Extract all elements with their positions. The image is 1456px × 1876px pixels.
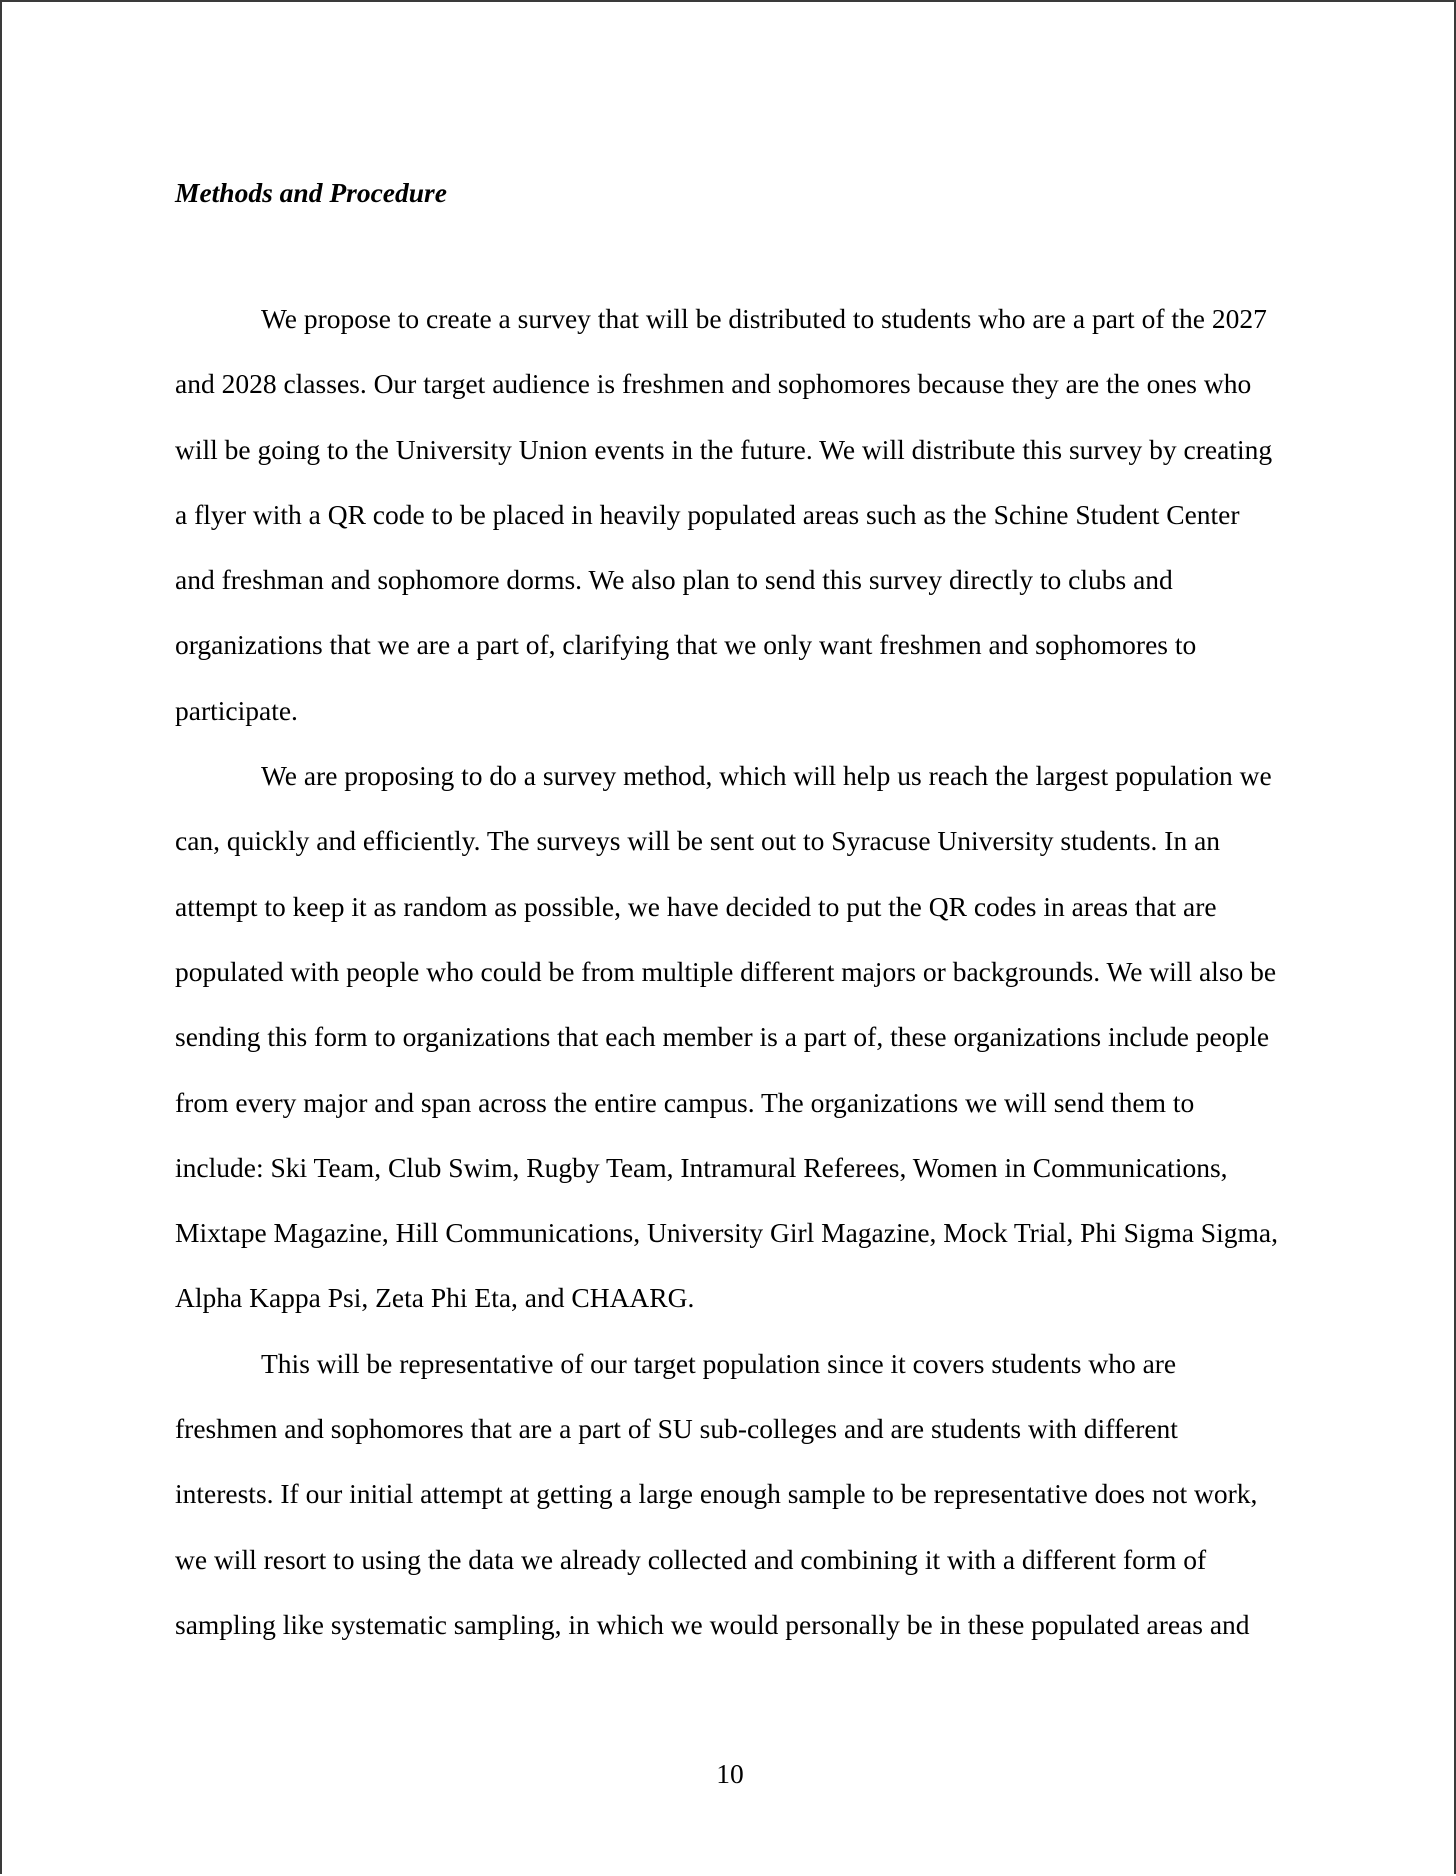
paragraph-2-line: We are proposing to do a survey method, which will help us reach the largest population we <box>261 760 1272 792</box>
paragraph-1-line: a flyer with a QR code to be placed in heavily populated areas such as the Schine Student Center <box>175 498 1240 530</box>
paragraph-2-line: include: Ski Team, Club Swim, Rugby Team, Intramural Referees, Women in Communications, <box>175 1151 1228 1183</box>
paragraph-2-line: attempt to keep it as random as possible, we have decided to put the QR codes in areas that are <box>175 890 1217 922</box>
paragraph-2-line: can, quickly and efficiently. The surveys will be sent out to Syracuse University students. In an <box>175 825 1221 857</box>
paragraph-3-line: interests. If our initial attempt at getting a large enough sample to be representative does not work, <box>175 1478 1258 1510</box>
paragraph-2-line: from every major and span across the entire campus. The organizations we will send them to <box>175 1086 1195 1118</box>
paragraph-1-line: organizations that we are a part of, clarifying that we only want freshmen and sophomores to <box>175 629 1197 661</box>
paragraph-1-line: will be going to the University Union events in the future. We will distribute this survey by creating <box>175 433 1273 465</box>
paragraph-1-line: We propose to create a survey that will be distributed to students who are a part of the 2027 <box>261 303 1267 334</box>
paragraph-2-line: sending this form to organizations that each member is a part of, these organizations include people <box>175 1021 1270 1053</box>
paragraph-2-line: Mixtape Magazine, Hill Communications, University Girl Magazine, Mock Trial, Phi Sigma Sigma, <box>175 1217 1278 1249</box>
paragraph-1-line: and 2028 classes. Our target audience is freshmen and sophomores because they are the ones who <box>175 368 1252 400</box>
page-number: 10 <box>716 1758 744 1789</box>
paragraph-2-line: populated with people who could be from multiple different majors or backgrounds. We will also be <box>175 955 1277 987</box>
paragraph-3-line: sampling like systematic sampling, in which we would personally be in these populated areas and <box>175 1608 1250 1640</box>
body-text <box>175 286 1315 1657</box>
paragraph-1-line: participate. <box>175 694 298 726</box>
paragraph-2-line: Alpha Kappa Psi, Zeta Phi Eta, and CHAARG. <box>175 1282 695 1314</box>
paragraph-3-line: This will be representative of our target population since it covers students who are <box>261 1347 1177 1379</box>
paragraph-1-line: and freshman and sophomore dorms. We also plan to send this survey directly to clubs and <box>175 564 1173 596</box>
section-heading: Methods and Procedure <box>175 177 447 208</box>
paragraph-3-line: we will resort to using the data we already collected and combining it with a different form of <box>175 1543 1207 1575</box>
paragraph-3-line: freshmen and sophomores that are a part of SU sub-colleges and are students with different <box>175 1413 1178 1445</box>
